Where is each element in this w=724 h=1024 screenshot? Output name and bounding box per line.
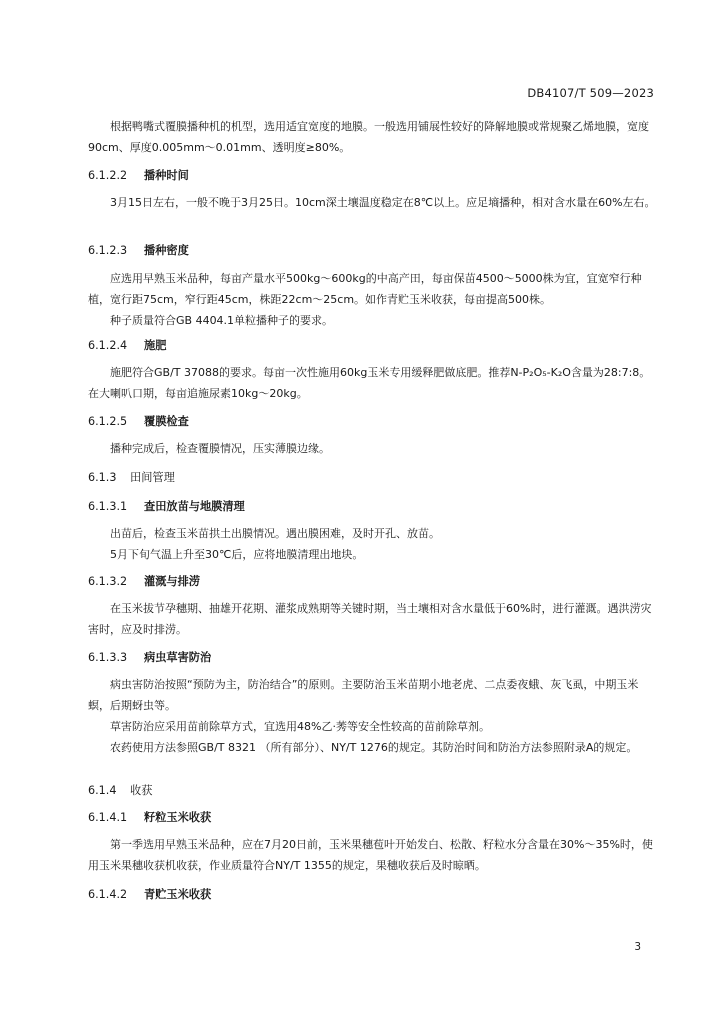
section-title: 播种密度 <box>144 244 189 257</box>
paragraph: 3月15日左右，一般不晚于3月25日。10cm深土壤温度稳定在8℃以上。应足墒播种，相对含水量在60%左右。 <box>110 196 656 209</box>
paragraph: 施肥符合GB/T 37088的要求。每亩一次性施用60kg玉米专用缓释肥做底肥。推荐N-P₂O₅-K₂O含量为28:7:8。在大喇叭口期，每亩追施尿素10kg～20kg。 <box>88 366 651 400</box>
section-title: 收获 <box>130 784 153 797</box>
paragraph: 草害防治应采用苗前除草方式，宜选用48%乙·莠等安全性较高的苗前除草剂。 <box>110 720 490 733</box>
section-number: 6.1.4.1 <box>88 811 128 824</box>
section-6-1-2-3-body <box>88 268 656 331</box>
paragraph: 出苗后，检查玉米苗拱土出膜情况。遇出膜困难，及时开孔、放苗。 <box>110 527 440 540</box>
section-6-1-2-2-body <box>88 192 656 213</box>
section-title: 播种时间 <box>144 169 189 182</box>
section-title: 覆膜检查 <box>144 415 189 428</box>
paragraph: 农药使用方法参照GB/T 8321 （所有部分）、NY/T 1276的规定。其防治时间和防治方法参照附录A的规定。 <box>110 741 638 754</box>
section-number: 6.1.3.3 <box>88 651 128 664</box>
section-title: 查田放苗与地膜清理 <box>144 500 245 513</box>
section-number: 6.1.3 <box>88 471 117 484</box>
heading-6-1-4-1 <box>88 809 211 827</box>
section-title: 病虫草害防治 <box>144 651 212 664</box>
paragraph: 第一季选用早熟玉米品种，应在7月20日前，玉米果穗苞叶开始发白、松散、籽粒水分含量在30%～35%时，使用玉米果穗收获机收获，作业质量符合NY/T 1355的规定，果穗收获后及时晾晒。 <box>88 838 653 872</box>
section-number: 6.1.2.5 <box>88 415 128 428</box>
heading-6-1-2-4 <box>88 337 166 355</box>
paragraph: 种子质量符合GB 4404.1单粒播种子的要求。 <box>110 314 334 327</box>
paragraph: 应选用早熟玉米品种，每亩产量水平500kg～600kg的中高产田，每亩保苗4500～5000株为宜，宜宽窄行种植，宽行距75cm，窄行距45cm，株距22cm～25cm。如作青贮玉米收获，每亩提高500株。 <box>88 272 642 306</box>
heading-6-1-2-2 <box>88 167 189 185</box>
heading-6-1-2-5 <box>88 413 189 431</box>
section-number: 6.1.2.3 <box>88 244 128 257</box>
heading-6-1-4-2 <box>88 886 211 904</box>
section-number: 6.1.4 <box>88 784 117 797</box>
section-6-1-3-2-body <box>88 598 656 640</box>
heading-6-1-3-1 <box>88 498 245 516</box>
heading-6-1-3 <box>88 469 175 487</box>
paragraph: 在玉米拔节孕穗期、抽雄开花期、灌浆成熟期等关键时期，当土壤相对含水量低于60%时，进行灌溉。遇洪涝灾害时，应及时排涝。 <box>88 602 652 636</box>
page-number: 3 <box>634 941 641 953</box>
section-title: 籽粒玉米收获 <box>144 811 212 824</box>
section-title: 灌溉与排涝 <box>144 575 200 588</box>
heading-6-1-2-3 <box>88 242 189 260</box>
section-title: 田间管理 <box>130 471 175 484</box>
intro-block <box>88 116 656 158</box>
paragraph: 5月下旬气温上升至30℃后，应将地膜清理出地块。 <box>110 548 364 561</box>
section-number: 6.1.3.1 <box>88 500 128 513</box>
section-number: 6.1.2.4 <box>88 339 128 352</box>
section-number: 6.1.4.2 <box>88 888 128 901</box>
document-code: DB4107/T 509—2023 <box>527 86 654 100</box>
section-6-1-3-3-body <box>88 674 656 758</box>
paragraph: 播种完成后，检查覆膜情况，压实薄膜边缘。 <box>110 442 330 455</box>
paragraph: 根据鸭嘴式覆膜播种机的机型，选用适宜宽度的地膜。一般选用铺展性较好的降解地膜或常规聚乙烯地膜，宽度90cm、厚度0.005mm～0.01mm、透明度≥80%。 <box>88 120 649 154</box>
section-title: 青贮玉米收获 <box>144 888 212 901</box>
section-6-1-2-5-body <box>88 438 656 459</box>
heading-6-1-3-2 <box>88 573 200 591</box>
section-title: 施肥 <box>144 339 167 352</box>
section-6-1-2-4-body <box>88 362 656 404</box>
section-number: 6.1.2.2 <box>88 169 128 182</box>
paragraph: 病虫害防治按照“预防为主，防治结合”的原则。主要防治玉米苗期小地老虎、二点委夜蛾、灰飞虱，中期玉米螟，后期蚜虫等。 <box>88 678 639 712</box>
heading-6-1-3-3 <box>88 649 211 667</box>
section-number: 6.1.3.2 <box>88 575 128 588</box>
section-6-1-3-1-body <box>88 523 656 565</box>
section-6-1-4-1-body <box>88 834 656 876</box>
heading-6-1-4 <box>88 782 152 800</box>
